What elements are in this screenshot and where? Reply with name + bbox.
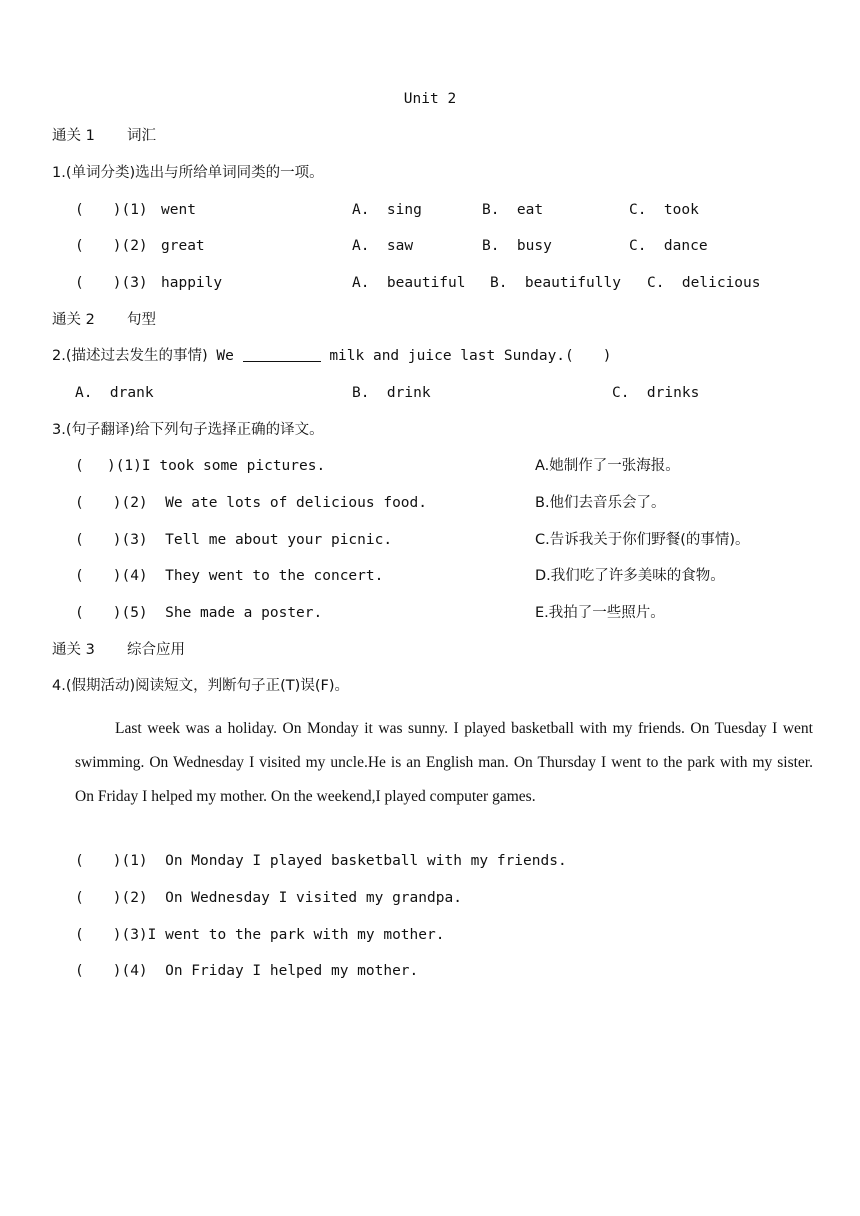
section-1-number: 通关 1 (52, 128, 95, 144)
option-b: B. busy (482, 238, 552, 254)
answer-blank[interactable] (243, 347, 321, 362)
section-3-name: 综合应用 (127, 642, 185, 658)
answer-paren[interactable]: ( )(3) (75, 275, 148, 291)
english-sentence[interactable]: ( )(3) Tell me about your picnic. (75, 532, 393, 548)
question-2-rest: milk and juice last Sunday.( ) (329, 348, 612, 364)
given-word: went (161, 202, 196, 218)
option-a: A. beautiful (352, 275, 466, 291)
translation-option: C.告诉我关于你们野餐(的事情)。 (535, 532, 750, 548)
translation-option: E.我拍了一些照片。 (535, 605, 665, 621)
english-sentence[interactable]: ( )(1)I took some pictures. (75, 458, 326, 474)
page-title: Unit 2 (403, 91, 457, 107)
true-false-item[interactable]: ( )(3)I went to the park with my mother. (75, 927, 445, 943)
option-b: B. drink (352, 385, 431, 401)
question-4-prompt: 4.(假期活动)阅读短文，判断句子正(T)误(F)。 (52, 678, 349, 694)
section-3-number: 通关 3 (52, 642, 95, 658)
reading-passage: Last week was a holiday. On Monday it was sunny. I played basketball with my friends. On Tuesday I went swimming. On Wednesday I visited my uncle.He is an English man. On Thursday I went to the park with my sister. On Friday I helped my mother. On the weekend,I played computer games. (75, 720, 813, 805)
true-false-item[interactable]: ( )(1) On Monday I played basketball with my friends. (75, 853, 567, 869)
option-c: C. delicious (647, 275, 761, 291)
given-word: great (161, 238, 205, 254)
given-word: happily (161, 275, 223, 291)
section-2-name: 句型 (127, 312, 156, 328)
english-sentence[interactable]: ( )(2) We ate lots of delicious food. (75, 495, 428, 511)
english-sentence[interactable]: ( )(4) They went to the concert. (75, 568, 384, 584)
answer-paren[interactable]: ( )(1) (75, 202, 148, 218)
question-3-prompt: 3.(句子翻译)给下列句子选择正确的译文。 (52, 422, 324, 438)
option-b: B. eat (482, 202, 544, 218)
option-c: C. dance (629, 238, 708, 254)
question-2-prefix: 2.(描述过去发生的事情) (52, 348, 208, 364)
section-1-name: 词汇 (127, 128, 156, 144)
question-2-we: We (216, 348, 234, 364)
option-a: A. saw (352, 238, 414, 254)
english-sentence[interactable]: ( )(5) She made a poster. (75, 605, 323, 621)
true-false-item[interactable]: ( )(2) On Wednesday I visited my grandpa. (75, 890, 462, 906)
question-2-sentence (52, 346, 612, 366)
translation-option: B.他们去音乐会了。 (535, 495, 666, 511)
option-a: A. sing (352, 202, 422, 218)
option-c: C. took (629, 202, 699, 218)
translation-option: D.我们吃了许多美味的食物。 (535, 568, 725, 584)
answer-paren[interactable]: ( )(2) (75, 238, 148, 254)
option-b: B. beautifully (490, 275, 621, 291)
true-false-item[interactable]: ( )(4) On Friday I helped my mother. (75, 963, 419, 979)
translation-option: A.她制作了一张海报。 (535, 458, 680, 474)
option-a: A. drank (75, 385, 154, 401)
question-1-prompt: 1.(单词分类)选出与所给单词同类的一项。 (52, 165, 324, 181)
option-c: C. drinks (612, 385, 700, 401)
section-2-number: 通关 2 (52, 312, 95, 328)
